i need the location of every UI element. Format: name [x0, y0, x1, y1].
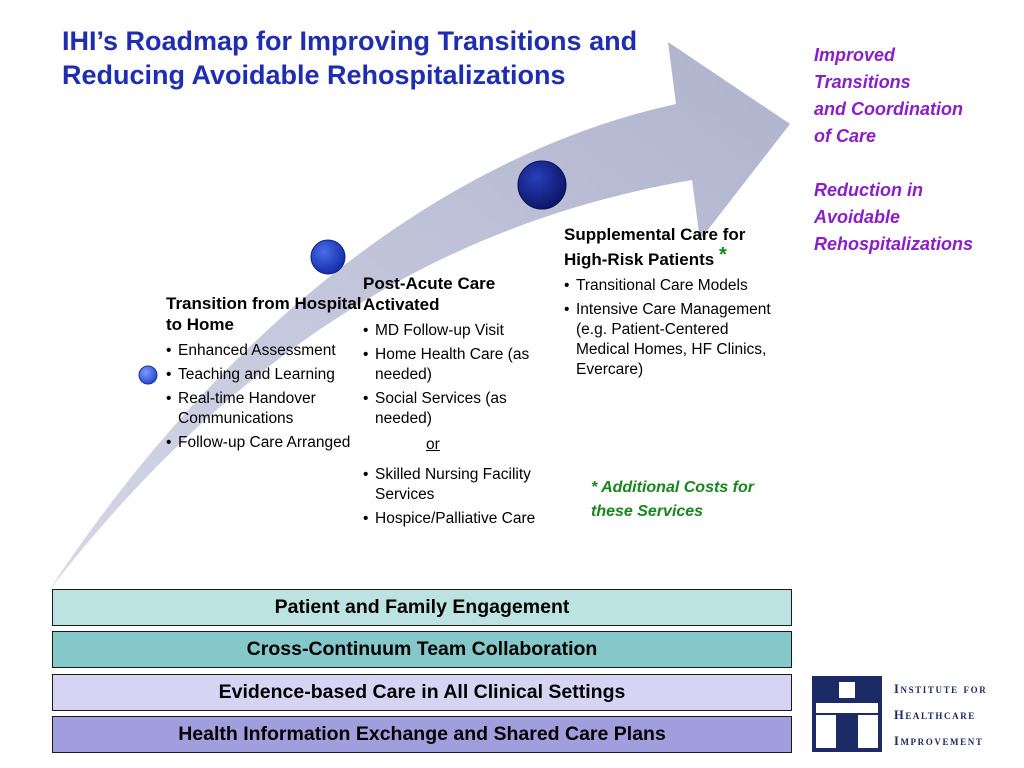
milestone-dot-1 [139, 366, 157, 384]
foundation-band: Health Information Exchange and Shared Care Plans [52, 716, 792, 753]
outcome-line: Transitions [814, 72, 911, 92]
stage-list [166, 341, 362, 453]
page-title: IHI’s Roadmap for Improving Transitions and Reducing Avoidable Rehospitalizations [62, 26, 638, 90]
stage-heading: Post-Acute Care Activated [363, 274, 496, 314]
outcome-line: of Care [814, 126, 877, 146]
stage-post-acute [363, 273, 559, 533]
cost-note: * Additional Costs for these Services [591, 479, 754, 520]
ihi-logo-wordmark [894, 676, 1014, 754]
outcome-line: Rehospitalizations [814, 234, 974, 254]
stage-list-alt [363, 465, 559, 529]
ihi-logo [812, 676, 1012, 752]
stage-list-item: • Home Health Care (as needed) [363, 345, 559, 385]
stage-list-item: • Skilled Nursing Facility Services [363, 465, 559, 505]
stage-heading: Supplemental Care for High-Risk Patients [564, 225, 746, 269]
stage-list-item: • Transitional Care Models [564, 276, 776, 296]
stage-list [564, 276, 776, 380]
stage-list-item: • Teaching and Learning [166, 365, 362, 385]
ihi-logo-icon [812, 676, 882, 752]
cost-marker: * [718, 244, 727, 266]
stage-list [363, 321, 559, 429]
stage-list-item: • Hospice/Palliative Care [363, 509, 559, 529]
outcomes-text [814, 42, 1024, 258]
milestone-dot-2 [311, 240, 345, 274]
stage-heading: Transition from Hospital to Home [166, 294, 362, 334]
outcome-line: and Coordination [814, 99, 963, 119]
stage-list-item: • Real-time Handover Communications [166, 389, 362, 429]
stage-list-item: • Intensive Care Management (e.g. Patient-Centered Medical Homes, HF Clinics, Evercare) [564, 300, 776, 380]
stage-list-item: • Social Services (as needed) [363, 389, 559, 429]
outcome-line: Avoidable [814, 207, 901, 227]
stage-transition-home [166, 293, 362, 457]
milestone-dot-3 [518, 161, 566, 209]
stage-heading-wrap [564, 224, 776, 270]
logo-line: Healthcare [894, 708, 976, 722]
stage-supplemental-care [564, 224, 776, 384]
logo-line: Improvement [894, 734, 984, 748]
outcome-line: Improved [814, 45, 896, 65]
stage-list-item: • Enhanced Assessment [166, 341, 362, 361]
foundation-band: Cross-Continuum Team Collaboration [52, 631, 792, 668]
foundation-band: Patient and Family Engagement [52, 589, 792, 626]
stage-list-item: • Follow-up Care Arranged [166, 433, 362, 453]
or-label: or [426, 436, 440, 453]
foundation-band: Evidence-based Care in All Clinical Settings [52, 674, 792, 711]
stage-list-item: • MD Follow-up Visit [363, 321, 559, 341]
outcome-line: Reduction in [814, 180, 923, 200]
logo-line: Institute for [894, 682, 988, 696]
